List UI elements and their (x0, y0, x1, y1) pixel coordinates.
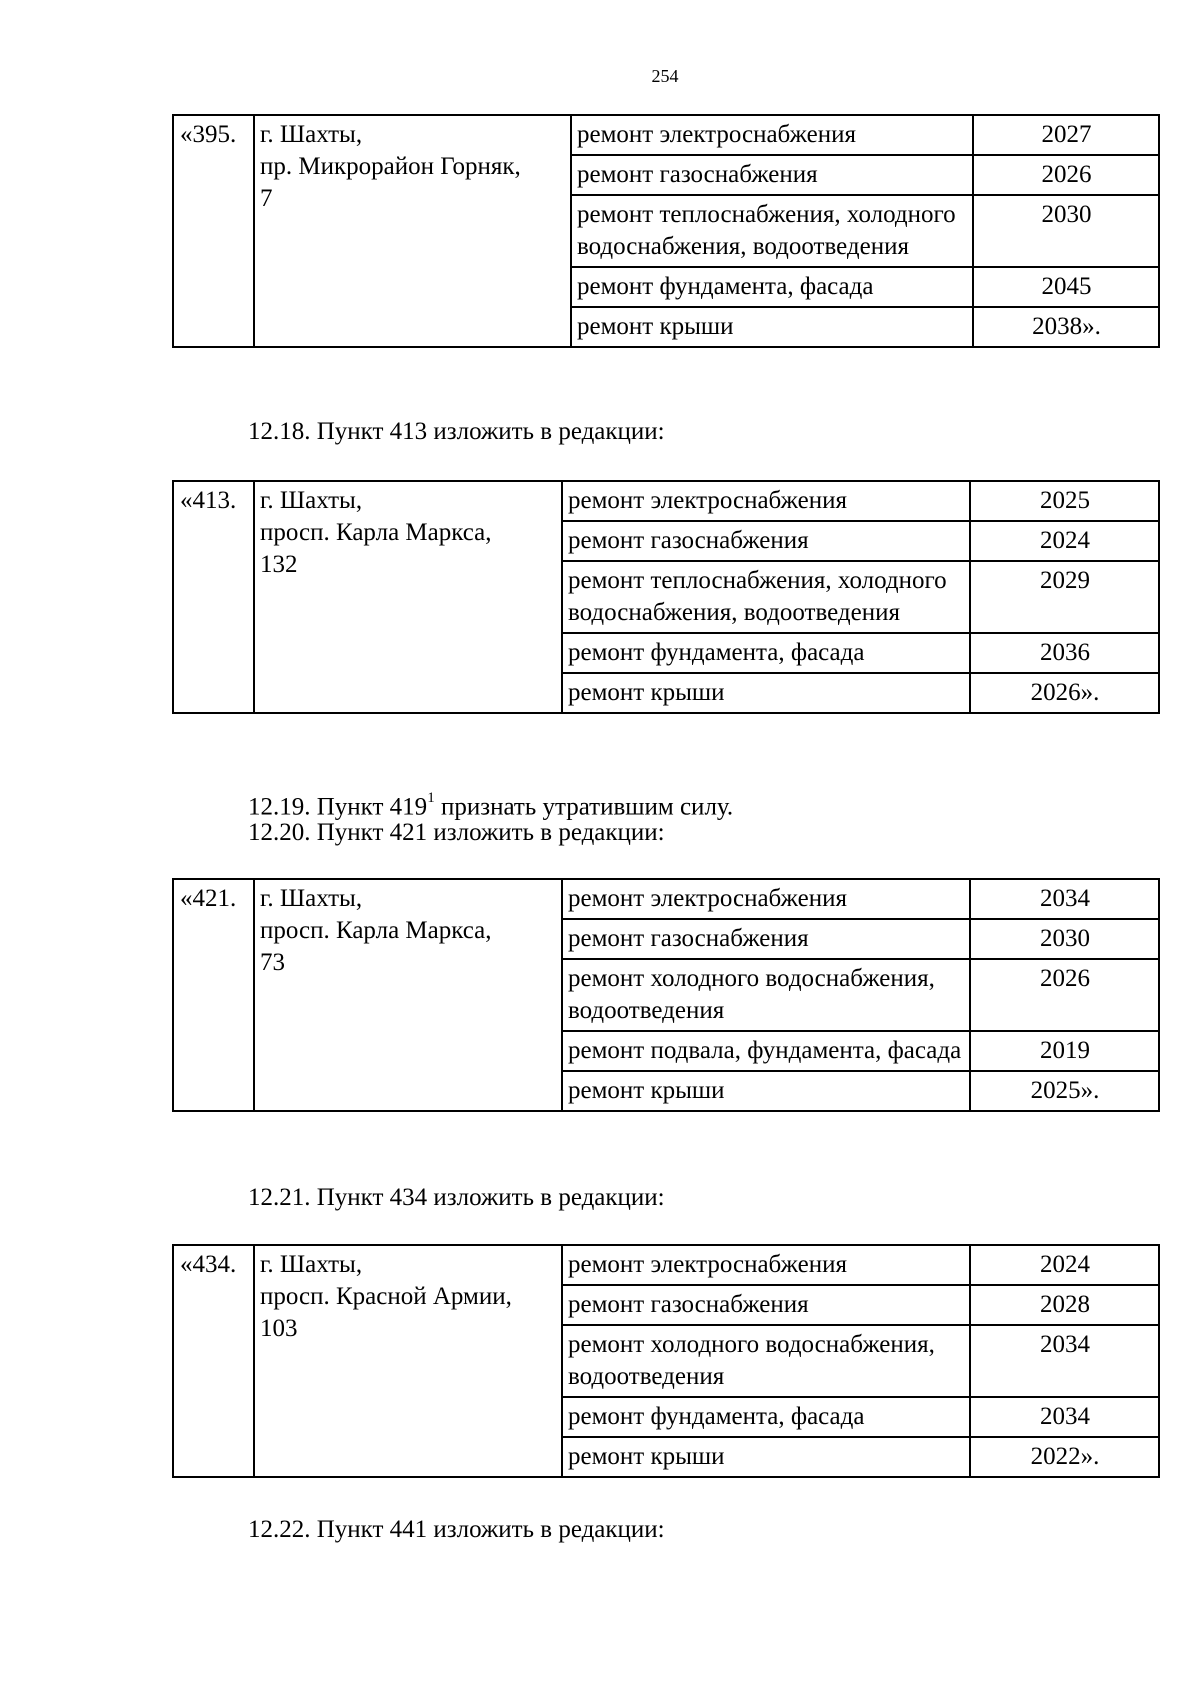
table-row (173, 115, 1159, 155)
address-house: 7 (260, 185, 273, 212)
work-type: ремонт подвала, фундамента, фасада (562, 1031, 970, 1071)
work-year: 2045 (973, 267, 1159, 307)
work-year: 2022». (970, 1437, 1159, 1477)
work-type: ремонт фундамента, фасада (571, 267, 973, 307)
work-year: 2026». (970, 673, 1159, 713)
work-table-434 (172, 1244, 1160, 1478)
address-city: г. Шахты, (260, 487, 363, 514)
item-number: «434. (173, 1245, 254, 1477)
paragraph-12-19-text: 12.19. Пункт 419 (248, 793, 428, 821)
table-row (173, 481, 1159, 521)
work-type: ремонт теплоснабжения, холодного водоснабжения, водоотведения (571, 195, 973, 267)
work-type: ремонт крыши (562, 1437, 970, 1477)
table-row (173, 1245, 1159, 1285)
address-street: просп. Красной Армии, (260, 1283, 512, 1310)
work-year: 2025 (970, 481, 1159, 521)
address-street: просп. Карла Маркса, (260, 519, 492, 546)
work-year: 2038». (973, 307, 1159, 347)
work-table-413 (172, 480, 1160, 714)
work-year: 2028 (970, 1285, 1159, 1325)
address-street: просп. Карла Маркса, (260, 917, 492, 944)
work-year: 2019 (970, 1031, 1159, 1071)
item-number: «413. (173, 481, 254, 713)
work-year: 2026 (970, 959, 1159, 1031)
work-type: ремонт холодного водоснабжения, водоотведения (562, 959, 970, 1031)
address-house: 103 (260, 1315, 298, 1342)
work-year: 2026 (973, 155, 1159, 195)
address-cell (254, 879, 562, 1111)
work-year: 2030 (973, 195, 1159, 267)
page-number: 254 (651, 66, 679, 86)
item-number: «395. (173, 115, 254, 347)
paragraph-12-22: 12.22. Пункт 441 изложить в редакции: (248, 1516, 665, 1543)
work-type: ремонт электроснабжения (562, 879, 970, 919)
work-type: ремонт газоснабжения (562, 1285, 970, 1325)
item-number: «421. (173, 879, 254, 1111)
paragraph-12-18: 12.18. Пункт 413 изложить в редакции: (248, 418, 665, 445)
work-table-421 (172, 878, 1160, 1112)
address-cell (254, 115, 571, 347)
work-type: ремонт крыши (562, 1071, 970, 1111)
work-year: 2036 (970, 633, 1159, 673)
work-type: ремонт крыши (571, 307, 973, 347)
address-street: пр. Микрорайон Горняк, (260, 153, 521, 180)
work-year: 2034 (970, 879, 1159, 919)
paragraph-12-21: 12.21. Пункт 434 изложить в редакции: (248, 1184, 665, 1211)
table-row (173, 879, 1159, 919)
work-type: ремонт газоснабжения (562, 919, 970, 959)
paragraph-12-20: 12.20. Пункт 421 изложить в редакции: (248, 819, 665, 846)
work-type: ремонт газоснабжения (571, 155, 973, 195)
work-year: 2029 (970, 561, 1159, 633)
work-table-395 (172, 114, 1160, 348)
work-type: ремонт фундамента, фасада (562, 1397, 970, 1437)
paragraph-12-19-tail: признать утратившим силу. (434, 793, 734, 821)
work-type: ремонт электроснабжения (562, 1245, 970, 1285)
address-city: г. Шахты, (260, 1251, 363, 1278)
address-cell (254, 1245, 562, 1477)
work-type: ремонт теплоснабжения, холодного водоснабжения, водоотведения (562, 561, 970, 633)
superscript: 1 (427, 790, 435, 806)
work-type: ремонт газоснабжения (562, 521, 970, 561)
work-type: ремонт холодного водоснабжения, водоотведения (562, 1325, 970, 1397)
work-type: ремонт электроснабжения (571, 115, 973, 155)
work-year: 2024 (970, 1245, 1159, 1285)
work-year: 2030 (970, 919, 1159, 959)
work-year: 2024 (970, 521, 1159, 561)
address-house: 73 (260, 949, 285, 976)
work-year: 2027 (973, 115, 1159, 155)
work-type: ремонт фундамента, фасада (562, 633, 970, 673)
work-year: 2034 (970, 1325, 1159, 1397)
work-year: 2034 (970, 1397, 1159, 1437)
address-city: г. Шахты, (260, 121, 363, 148)
address-city: г. Шахты, (260, 885, 363, 912)
address-cell (254, 481, 562, 713)
work-type: ремонт крыши (562, 673, 970, 713)
work-type: ремонт электроснабжения (562, 481, 970, 521)
address-house: 132 (260, 551, 298, 578)
work-year: 2025». (970, 1071, 1159, 1111)
